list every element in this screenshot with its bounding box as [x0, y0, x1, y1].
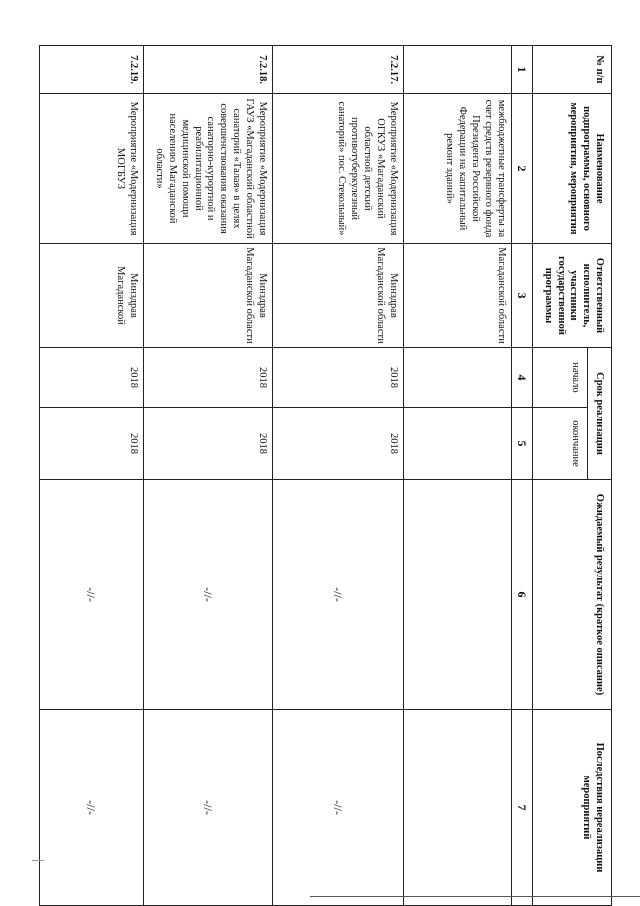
table-row	[39, 46, 143, 906]
colnum-2: 2	[511, 94, 533, 244]
row-activity: межбюджетные трансферты за счет средств резервного фонда Президента Российской Федерации на капитальный ремонт зданий»	[403, 94, 511, 244]
row-activity: Мероприятие «Модернизация МОГБУЗ	[39, 94, 143, 244]
row-start: 2018	[143, 348, 272, 408]
row-start	[403, 348, 511, 408]
row-executor: Магаданской области	[403, 244, 511, 348]
row-result: -//-	[272, 480, 403, 710]
row-activity: Мероприятие «Модернизация ОГКУЗ «Магаданский областной детский противотуберкулезный санаторий» пос. Стекольный»	[272, 94, 403, 244]
header-col-6: Ожидаемый результат (краткое описание)	[533, 480, 612, 710]
header-col-1: № п/п	[533, 46, 612, 94]
colnum-4: 4	[511, 348, 533, 408]
row-consequence: -//-	[39, 710, 143, 906]
header-end: окончание	[533, 408, 588, 480]
table-row	[143, 46, 272, 906]
row-executor: Минздрав Магаданской	[39, 244, 143, 348]
table-row	[403, 46, 511, 906]
row-end: 2018	[39, 408, 143, 480]
row-start: 2018	[39, 348, 143, 408]
row-end	[403, 408, 511, 480]
row-number: 7.2.17.	[272, 46, 403, 94]
scan-mark	[32, 860, 44, 861]
row-consequence: -//-	[272, 710, 403, 906]
footer-rule	[310, 896, 640, 897]
row-end: 2018	[272, 408, 403, 480]
row-result: -//-	[143, 480, 272, 710]
header-col-4-5: Срок реализации	[588, 348, 612, 480]
header-col-3: Ответственный исполнитель, участники государственной программы	[533, 244, 612, 348]
program-table	[39, 45, 612, 906]
row-activity: Мероприятие «Модернизация ГАУЗ «Магаданский областной санаторий «Талая» в целях совершенствования оказания санаторно-курортной и реабилитационной медицинской помощи населению Магаданской области»	[143, 94, 272, 244]
rotated-table-wrapper	[47, 45, 612, 905]
colnum-5: 5	[511, 408, 533, 480]
colnum-6: 6	[511, 480, 533, 710]
row-number: 7.2.18.	[143, 46, 272, 94]
colnum-7: 7	[511, 710, 533, 906]
colnum-1: 1	[511, 46, 533, 94]
row-consequence: -//-	[143, 710, 272, 906]
row-number	[403, 46, 511, 94]
row-executor: Минздрав Магаданской области	[272, 244, 403, 348]
colnum-3: 3	[511, 244, 533, 348]
row-end: 2018	[143, 408, 272, 480]
row-start: 2018	[272, 348, 403, 408]
header-col-7: Последствия нереализации мероприятий	[533, 710, 612, 906]
column-numbers-row	[511, 46, 533, 906]
row-executor: Минздрав Магаданской области	[143, 244, 272, 348]
header-col-2: Наименование подпрограммы, основного мероприятия, мероприятия	[533, 94, 612, 244]
row-consequence	[403, 710, 511, 906]
header-row-1	[588, 46, 612, 906]
row-result: -//-	[39, 480, 143, 710]
header-start: начало	[533, 348, 588, 408]
row-result	[403, 480, 511, 710]
table-row	[272, 46, 403, 906]
row-number: 7.2.19.	[39, 46, 143, 94]
